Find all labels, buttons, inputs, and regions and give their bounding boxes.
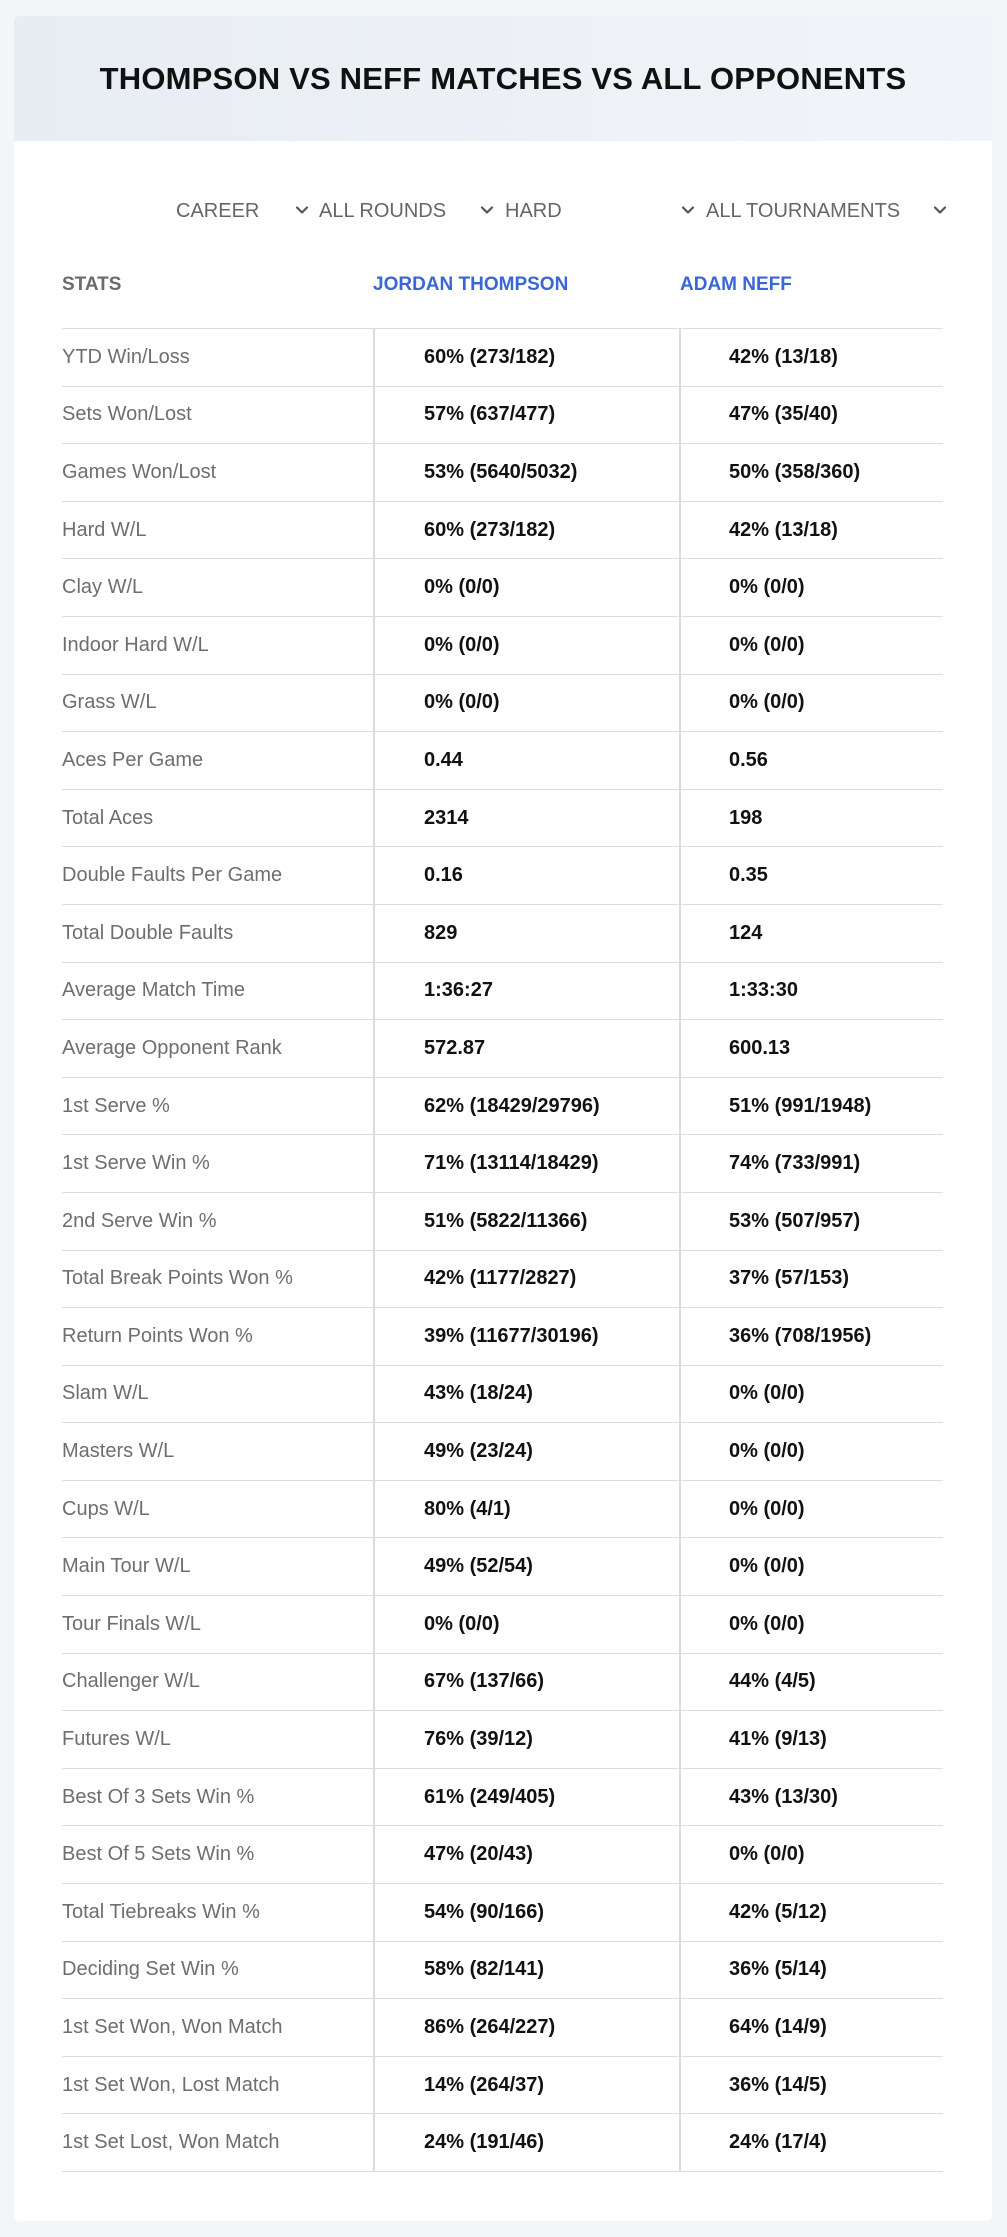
card-header [14, 16, 992, 141]
chevron-down-icon [479, 202, 495, 218]
table-row [62, 2057, 943, 2115]
table-row [62, 847, 943, 905]
player1-value: 76% (39/12) [373, 1711, 679, 1768]
table-row [62, 732, 943, 790]
player2-value: 0% (0/0) [679, 1596, 943, 1653]
player2-value: 42% (13/18) [679, 502, 943, 559]
player2-value: 37% (57/153) [679, 1251, 943, 1308]
stat-label: 1st Serve % [62, 1094, 170, 1117]
table-row [62, 1769, 943, 1827]
table-row [62, 1942, 943, 2000]
stat-label: Futures W/L [62, 1728, 171, 1751]
player2-value: 42% (5/12) [679, 1884, 943, 1941]
player2-value: 0% (0/0) [679, 1481, 943, 1538]
table-row [62, 790, 943, 848]
stats-card [14, 16, 992, 2221]
stat-label: Total Double Faults [62, 921, 234, 944]
player2-value: 43% (13/30) [679, 1769, 943, 1826]
player2-value: 24% (17/4) [679, 2114, 943, 2171]
player1-value: 0.16 [373, 847, 679, 904]
stat-label: Aces Per Game [62, 748, 204, 771]
player1-value: 0% (0/0) [373, 1596, 679, 1653]
player1-value: 80% (4/1) [373, 1481, 679, 1538]
stat-label: Return Points Won % [62, 1324, 253, 1347]
stat-label: Slam W/L [62, 1382, 149, 1405]
filter-surface-value: HARD [505, 199, 562, 222]
player1-value: 53% (5640/5032) [373, 444, 679, 501]
table-row [62, 2114, 943, 2172]
column-header-player1[interactable]: JORDAN THOMPSON [373, 274, 569, 295]
player1-value: 829 [373, 905, 679, 962]
player1-value: 24% (191/46) [373, 2114, 679, 2171]
player1-value: 60% (273/182) [373, 502, 679, 559]
player2-value: 41% (9/13) [679, 1711, 943, 1768]
player1-value: 58% (82/141) [373, 1942, 679, 1999]
stat-label: Total Tiebreaks Win % [62, 1900, 260, 1923]
table-row [62, 1596, 943, 1654]
filter-tournament-value: ALL TOURNAMENTS [706, 199, 901, 222]
table-row [62, 1135, 943, 1193]
stat-label: 1st Set Won, Won Match [62, 2016, 283, 2039]
table-row [62, 444, 943, 502]
chevron-down-icon [932, 202, 948, 218]
stat-label: Indoor Hard W/L [62, 633, 209, 656]
table-body [62, 329, 943, 2172]
stat-label: Total Break Points Won % [62, 1267, 293, 1290]
player1-value: 39% (11677/30196) [373, 1308, 679, 1365]
player1-value: 0.44 [373, 732, 679, 789]
player1-value: 67% (137/66) [373, 1654, 679, 1711]
stat-label: Best Of 5 Sets Win % [62, 1843, 255, 1866]
table-row [62, 617, 943, 675]
filter-tournament-select[interactable] [706, 186, 946, 236]
stat-label: Tour Finals W/L [62, 1612, 201, 1635]
player1-value: 47% (20/43) [373, 1826, 679, 1883]
stat-label: Best Of 3 Sets Win % [62, 1785, 255, 1808]
player1-value: 0% (0/0) [373, 617, 679, 674]
player1-value: 2314 [373, 790, 679, 847]
player2-value: 0% (0/0) [679, 1423, 943, 1480]
player1-value: 60% (273/182) [373, 329, 679, 386]
table-row [62, 1251, 943, 1309]
filter-period-value: CAREER [176, 199, 260, 222]
player1-value: 572.87 [373, 1020, 679, 1077]
player2-value: 53% (507/957) [679, 1193, 943, 1250]
player1-value: 0% (0/0) [373, 675, 679, 732]
table-row [62, 1654, 943, 1712]
player1-value: 61% (249/405) [373, 1769, 679, 1826]
player1-value: 1:36:27 [373, 963, 679, 1020]
player2-value: 0% (0/0) [679, 1366, 943, 1423]
player2-value: 0% (0/0) [679, 675, 943, 732]
player1-value: 49% (23/24) [373, 1423, 679, 1480]
table-row [62, 1366, 943, 1424]
table-row [62, 387, 943, 445]
stat-label: Total Aces [62, 806, 154, 829]
player2-value: 0% (0/0) [679, 1826, 943, 1883]
table-row [62, 1999, 943, 2057]
table-row [62, 1826, 943, 1884]
player2-value: 51% (991/1948) [679, 1078, 943, 1135]
stats-table [62, 256, 943, 2172]
table-row [62, 1481, 943, 1539]
stat-label: Challenger W/L [62, 1670, 200, 1693]
table-row [62, 1193, 943, 1251]
player2-value: 36% (14/5) [679, 2057, 943, 2114]
player2-value: 36% (708/1956) [679, 1308, 943, 1365]
column-header-player2[interactable]: ADAM NEFF [680, 274, 792, 295]
player2-value: 50% (358/360) [679, 444, 943, 501]
filter-round-select[interactable] [319, 186, 499, 236]
player2-value: 600.13 [679, 1020, 943, 1077]
filter-surface-select[interactable] [505, 186, 695, 236]
player2-value: 0.56 [679, 732, 943, 789]
stat-label: Deciding Set Win % [62, 1958, 239, 1981]
table-row [62, 675, 943, 733]
filter-bar [14, 186, 992, 236]
player2-value: 47% (35/40) [679, 387, 943, 444]
table-row [62, 559, 943, 617]
filter-round-value: ALL ROUNDS [319, 199, 447, 222]
table-row [62, 1308, 943, 1366]
player1-value: 0% (0/0) [373, 559, 679, 616]
stat-label: Grass W/L [62, 691, 157, 714]
column-header-stats: STATS [62, 274, 122, 295]
table-row [62, 1884, 943, 1942]
player2-value: 124 [679, 905, 943, 962]
table-row [62, 905, 943, 963]
player2-value: 74% (733/991) [679, 1135, 943, 1192]
stat-label: Games Won/Lost [62, 460, 217, 483]
table-row [62, 1020, 943, 1078]
stat-label: 1st Set Won, Lost Match [62, 2073, 280, 2096]
filter-period-select[interactable] [176, 186, 316, 236]
player1-value: 43% (18/24) [373, 1366, 679, 1423]
player2-value: 42% (13/18) [679, 329, 943, 386]
chevron-down-icon [680, 202, 696, 218]
player2-value: 0% (0/0) [679, 617, 943, 674]
player1-value: 51% (5822/11366) [373, 1193, 679, 1250]
table-row [62, 1078, 943, 1136]
player1-value: 62% (18429/29796) [373, 1078, 679, 1135]
player2-value: 198 [679, 790, 943, 847]
table-row [62, 1538, 943, 1596]
player1-value: 14% (264/37) [373, 2057, 679, 2114]
stat-label: 2nd Serve Win % [62, 1209, 217, 1232]
stat-label: Hard W/L [62, 518, 147, 541]
stat-label: Average Opponent Rank [62, 1036, 282, 1059]
table-row [62, 963, 943, 1021]
player2-value: 0% (0/0) [679, 559, 943, 616]
player2-value: 0.35 [679, 847, 943, 904]
player1-value: 86% (264/227) [373, 1999, 679, 2056]
page-title: THOMPSON VS NEFF MATCHES VS ALL OPPONENTS [99, 60, 907, 96]
stat-label: Clay W/L [62, 576, 144, 599]
stat-label: 1st Set Lost, Won Match [62, 2131, 280, 2154]
player1-value: 49% (52/54) [373, 1538, 679, 1595]
stat-label: Average Match Time [62, 979, 246, 1002]
player1-value: 54% (90/166) [373, 1884, 679, 1941]
player2-value: 1:33:30 [679, 963, 943, 1020]
stat-label: YTD Win/Loss [62, 345, 190, 368]
stat-label: 1st Serve Win % [62, 1152, 210, 1175]
chevron-down-icon [294, 202, 310, 218]
stat-label: Masters W/L [62, 1440, 175, 1463]
player1-value: 42% (1177/2827) [373, 1251, 679, 1308]
stat-label: Main Tour W/L [62, 1555, 191, 1578]
player2-value: 44% (4/5) [679, 1654, 943, 1711]
table-row [62, 1423, 943, 1481]
stat-label: Double Faults Per Game [62, 864, 283, 887]
table-row [62, 1711, 943, 1769]
player2-value: 0% (0/0) [679, 1538, 943, 1595]
table-row [62, 329, 943, 387]
table-row [62, 502, 943, 560]
player1-value: 71% (13114/18429) [373, 1135, 679, 1192]
table-header [62, 256, 943, 329]
player2-value: 36% (5/14) [679, 1942, 943, 1999]
player2-value: 64% (14/9) [679, 1999, 943, 2056]
player1-value: 57% (637/477) [373, 387, 679, 444]
stat-label: Cups W/L [62, 1497, 150, 1520]
stat-label: Sets Won/Lost [62, 403, 192, 426]
